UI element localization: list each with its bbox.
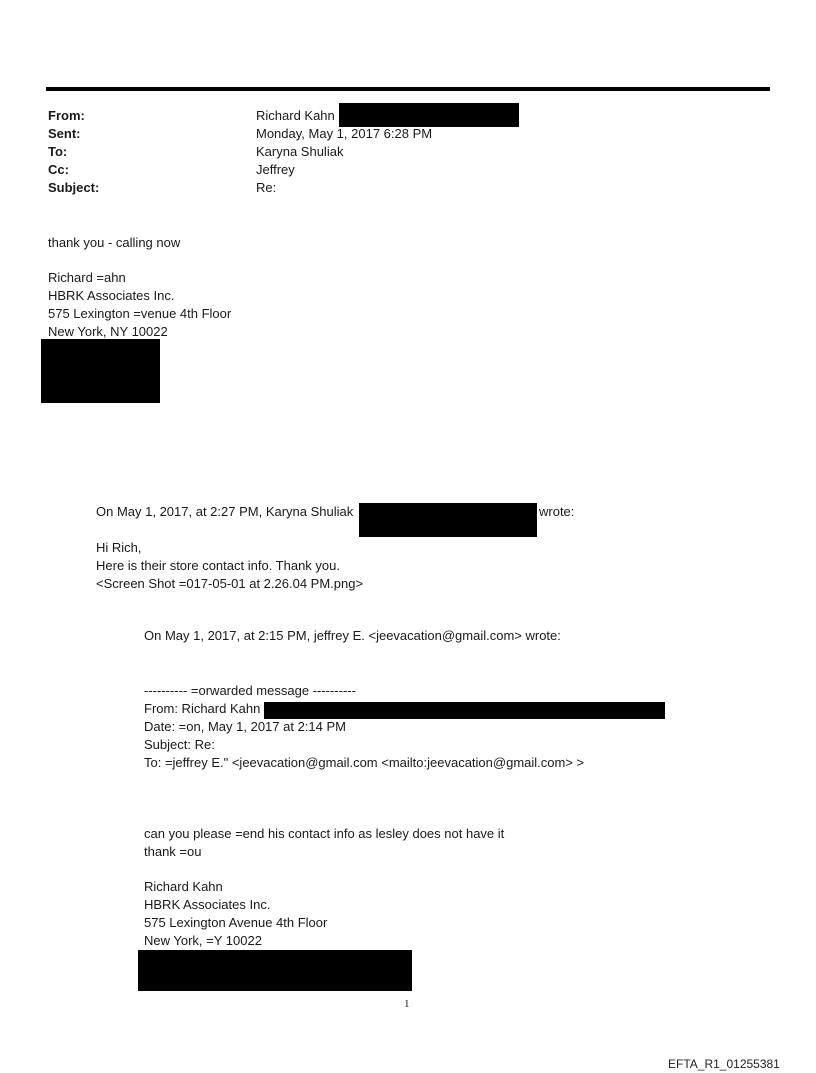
- fwd-from-line: From: Richard Kahn: [144, 701, 261, 716]
- redaction-box: [41, 339, 160, 403]
- to-label: To:: [48, 144, 68, 159]
- signature-line: HBRK Associates Inc.: [48, 288, 175, 303]
- cc-value: Jeffrey: [256, 162, 295, 177]
- from-label: From:: [48, 108, 85, 123]
- signature-line: 575 Lexington Avenue 4th Floor: [144, 915, 328, 930]
- redaction-box: [339, 103, 519, 127]
- message-text: thank you - calling now: [48, 235, 181, 250]
- forwarded-header: ---------- =orwarded message ----------: [144, 683, 356, 698]
- redaction-box: [264, 702, 665, 719]
- fwd-date-line: Date: =on, May 1, 2017 at 2:14 PM: [144, 719, 346, 734]
- attachment-reference: <Screen Shot =017-05-01 at 2.26.04 PM.png>: [96, 576, 364, 591]
- header-rule: [46, 87, 770, 91]
- sent-label: Sent:: [48, 126, 81, 141]
- subject-label: Subject:: [48, 180, 100, 195]
- redaction-box: [359, 503, 537, 537]
- to-value: Karyna Shuliak: [256, 144, 344, 159]
- fwd-subject-line: Subject: Re:: [144, 737, 215, 752]
- signature-line: Richard =ahn: [48, 270, 126, 285]
- cc-label: Cc:: [48, 162, 69, 177]
- reply-line: Hi Rich,: [96, 540, 142, 555]
- signature-line: HBRK Associates Inc.: [144, 897, 271, 912]
- signature-line: New York, =Y 10022: [144, 933, 262, 948]
- sent-value: Monday, May 1, 2017 6:28 PM: [256, 126, 433, 141]
- attribution-line: On May 1, 2017, at 2:27 PM, Karyna Shuliak: [96, 504, 354, 519]
- fwd-to-line: To: =jeffrey E." <jeevacation@gmail.com <mailto:jeevacation@gmail.com> >: [144, 755, 585, 770]
- page-number: 1: [404, 998, 410, 1010]
- from-value: Richard Kahn: [256, 108, 335, 123]
- reply-line: Here is their store contact info. Thank you.: [96, 558, 340, 573]
- message-line: can you please =end his contact info as lesley does not have it: [144, 826, 505, 841]
- bates-number: EFTA_R1_01255381: [668, 1057, 780, 1071]
- redaction-box: [138, 950, 412, 991]
- attribution-line: On May 1, 2017, at 2:15 PM, jeffrey E. <jeevacation@gmail.com> wrote:: [144, 628, 561, 643]
- signature-line: New York, NY 10022: [48, 324, 168, 339]
- signature-line: Richard Kahn: [144, 879, 223, 894]
- message-line: thank =ou: [144, 844, 202, 859]
- subject-value: Re:: [256, 180, 277, 195]
- signature-line: 575 Lexington =venue 4th Floor: [48, 306, 232, 321]
- attribution-wrote: wrote:: [539, 504, 575, 519]
